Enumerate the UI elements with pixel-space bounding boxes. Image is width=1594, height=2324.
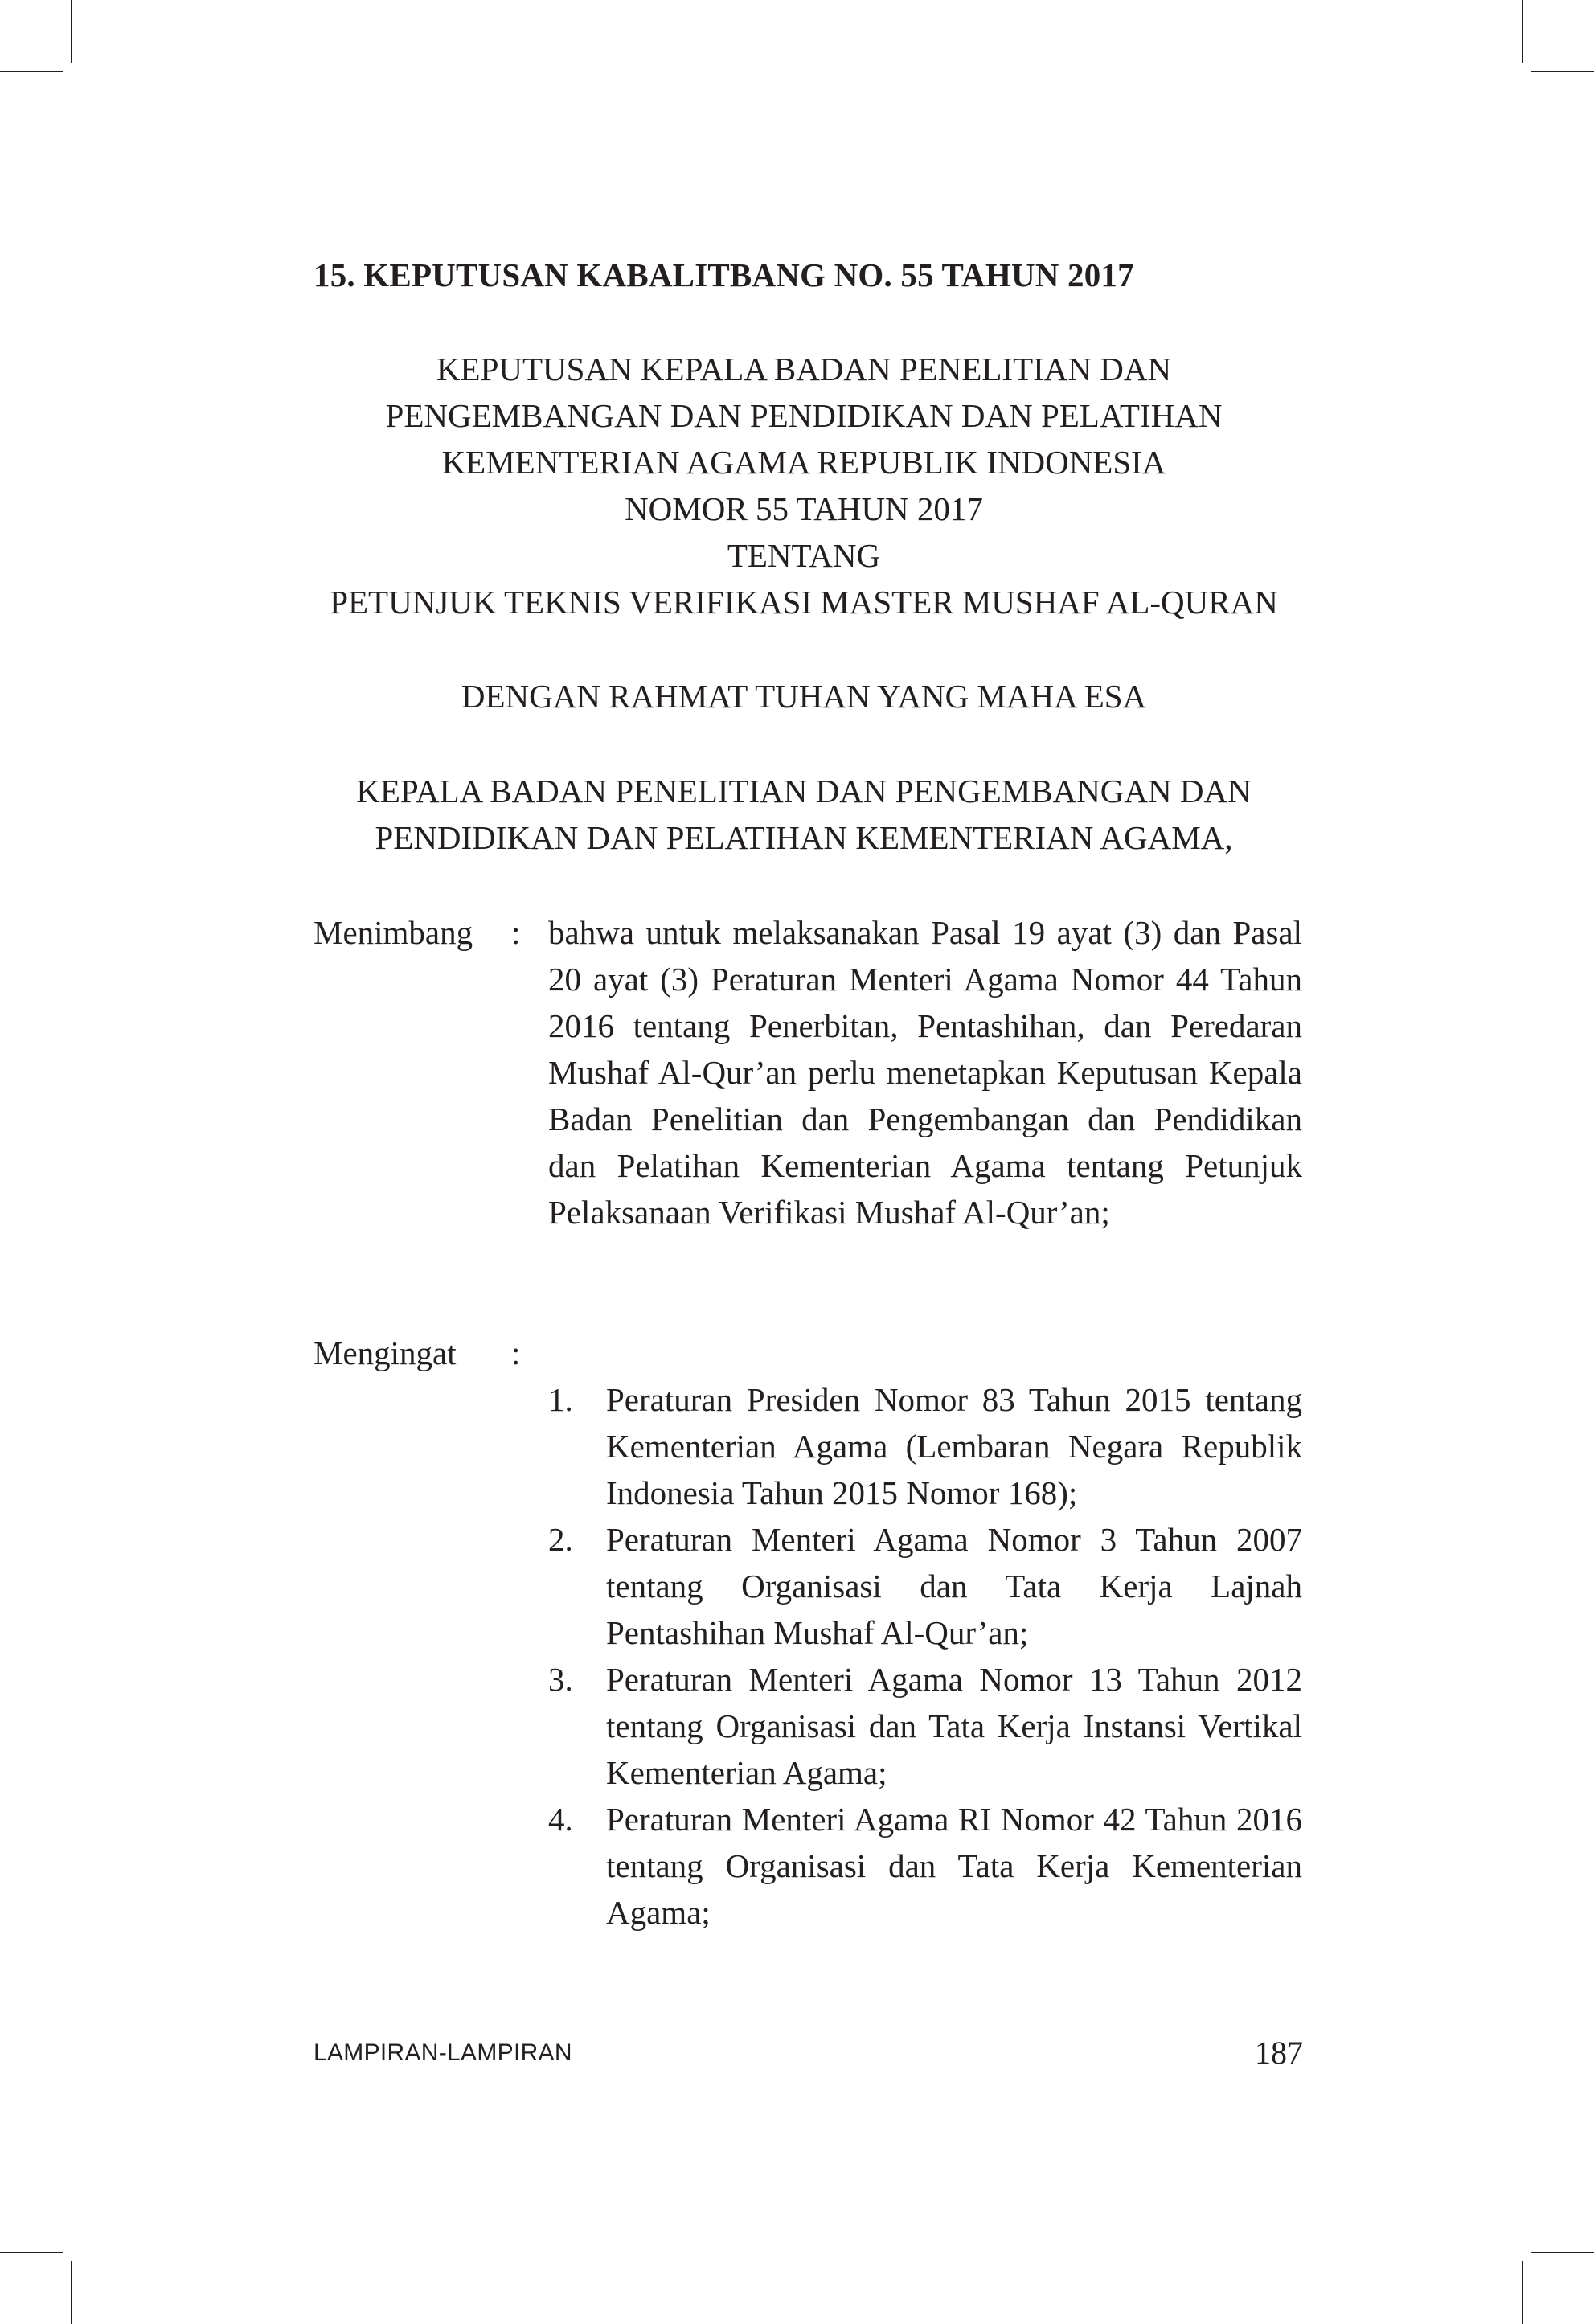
head-of-agency-line: KEPALA BADAN PENELITIAN DAN PENGEMBANGAN DAN <box>356 773 1252 810</box>
menimbang-label: Menimbang <box>313 914 473 951</box>
rahmat-line: DENGAN RAHMAT TUHAN YANG MAHA ESA <box>461 678 1147 715</box>
crop-mark-bottom-left-v <box>71 2261 72 2324</box>
list-item-text: Peraturan Menteri Agama RI Nomor 42 Tahun 2016 tentang Organisasi dan Tata Kerja Kementerian Agama; <box>606 1801 1302 1931</box>
list-item-number: 2. <box>548 1521 573 1558</box>
menimbang-colon: : <box>511 914 521 951</box>
list-item <box>548 1516 1302 1656</box>
decree-title-line: PENGEMBANGAN DAN PENDIDIKAN DAN PELATIHAN <box>385 397 1223 434</box>
list-item-number: 1. <box>548 1381 573 1418</box>
crop-mark-top-right-v <box>1522 0 1523 63</box>
mengingat-colon: : <box>511 1334 521 1371</box>
head-of-agency-line: PENDIDIKAN DAN PELATIHAN KEMENTERIAN AGAMA, <box>375 819 1233 856</box>
decree-title-line: KEMENTERIAN AGAMA REPUBLIK INDONESIA <box>441 444 1166 481</box>
page-number: 187 <box>1255 2035 1303 2071</box>
decree-title-line: TENTANG <box>727 537 881 574</box>
list-item <box>548 1376 1302 1516</box>
list-item-text: Peraturan Presiden Nomor 83 Tahun 2015 tentang Kementerian Agama (Lembaran Negara Republik Indonesia Tahun 2015 Nomor 168); <box>606 1381 1302 1511</box>
list-item-number: 4. <box>548 1801 573 1838</box>
decree-title-line: PETUNJUK TEKNIS VERIFIKASI MASTER MUSHAF AL-QURAN <box>330 584 1278 621</box>
section-title: 15. KEPUTUSAN KABALITBANG NO. 55 TAHUN 2017 <box>313 256 1134 293</box>
crop-mark-top-right-h <box>1531 71 1594 72</box>
list-item <box>548 1656 1302 1796</box>
list-item <box>548 1796 1302 1936</box>
crop-mark-top-left-v <box>71 0 72 63</box>
list-item-number: 3. <box>548 1661 573 1698</box>
decree-title-line: KEPUTUSAN KEPALA BADAN PENELITIAN DAN <box>436 350 1172 387</box>
mengingat-list <box>548 1376 1302 1936</box>
running-footer-title: LAMPIRAN-LAMPIRAN <box>313 2039 572 2066</box>
list-item-text: Peraturan Menteri Agama Nomor 13 Tahun 2012 tentang Organisasi dan Tata Kerja Instansi Vertikal Kementerian Agama; <box>606 1661 1302 1791</box>
decree-title-line: NOMOR 55 TAHUN 2017 <box>625 490 983 527</box>
crop-mark-top-left-h <box>0 71 63 72</box>
mengingat-label: Mengingat <box>313 1334 457 1371</box>
crop-mark-bottom-left-h <box>0 2252 63 2253</box>
crop-mark-bottom-right-v <box>1522 2261 1523 2324</box>
list-item-text: Peraturan Menteri Agama Nomor 3 Tahun 2007 tentang Organisasi dan Tata Kerja Lajnah Pentashihan Mushaf Al-Qur’an; <box>606 1521 1302 1651</box>
head-of-agency <box>305 768 1302 861</box>
decree-title <box>305 346 1302 625</box>
menimbang-text: bahwa untuk melaksanakan Pasal 19 ayat (3) dan Pasal 20 ayat (3) Peraturan Menteri Agama Nomor 44 Tahun 2016 tentang Penerbitan, Pentashihan, dan Peredaran Mushaf Al-Qur’an perlu menetapkan Keputusan Kepala Badan Penelitian dan Pengembangan dan Pendidikan dan Pelatihan Kementerian Agama tentang Petunjuk Pelaksanaan Verifikasi Mushaf Al-Qur’an; <box>548 914 1302 1231</box>
crop-mark-bottom-right-h <box>1531 2252 1594 2253</box>
